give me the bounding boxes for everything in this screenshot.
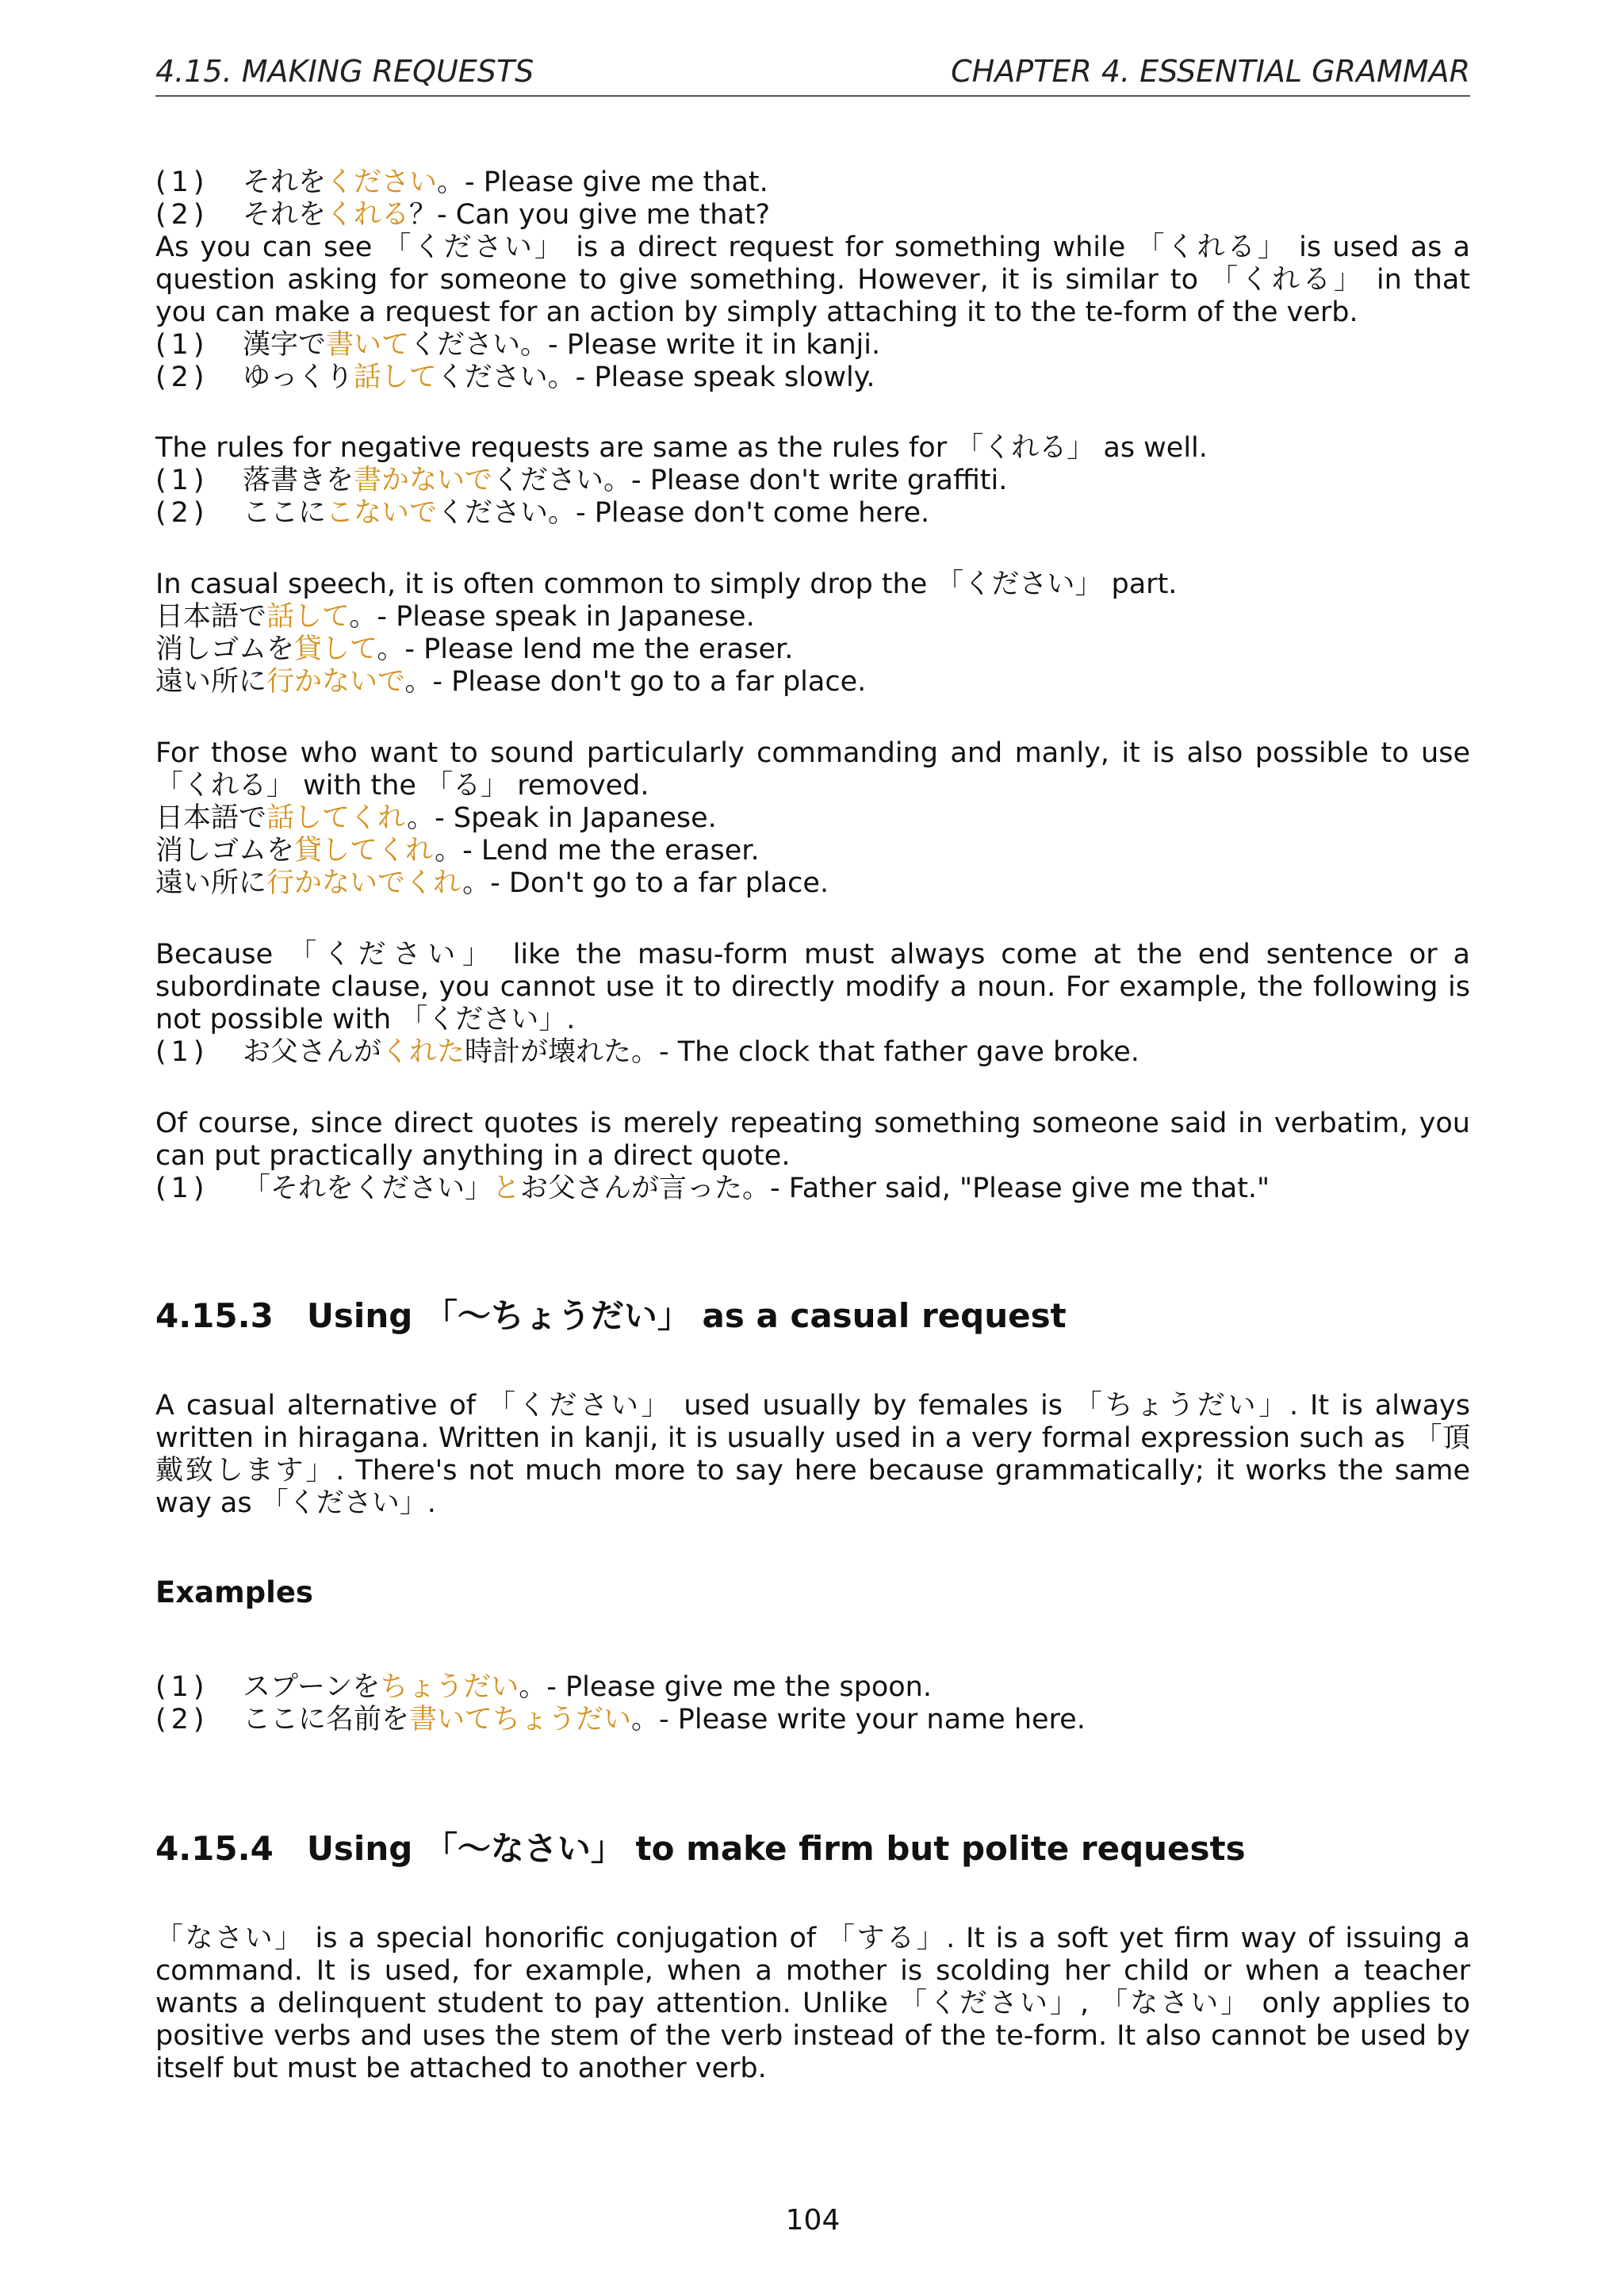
example-japanese: 遠い所に <box>155 867 267 899</box>
example-japanese: ここに <box>243 497 327 529</box>
example-line <box>155 666 1470 698</box>
example-japanese: スプーンを <box>243 1671 381 1703</box>
example-translation: 。- Please give me that. <box>437 166 768 198</box>
highlighted-grammar: くれる <box>326 199 410 231</box>
example-line <box>155 1704 1470 1736</box>
example-translation: 。- Please don't go to a far place. <box>404 666 867 698</box>
example-number: (2) <box>155 362 209 393</box>
example-japanese: 消しゴムを <box>155 835 295 867</box>
example-number: (2) <box>155 199 209 231</box>
example-japanese: 日本語で <box>155 802 267 834</box>
example-line <box>155 867 1470 900</box>
page-number: 104 <box>785 2204 841 2237</box>
body-paragraph: A casual alternative of 「ください」 used usually by females is 「ちょうだい」. It is always written in hiragana. Written in kanji, it is usually used in a very formal expression such as 「頂戴致します」. There's not much more to say here because grammatically; it works the same way as 「ください」. <box>155 1390 1471 1519</box>
example-translation: 時計が壊れた。- The clock that father gave broke. <box>465 1036 1139 1068</box>
highlighted-grammar: 貸して <box>294 633 377 665</box>
highlighted-grammar: こないで <box>326 497 438 529</box>
section-title: Using 「～ちょうだい」 as a casual request <box>306 1296 1067 1335</box>
highlighted-grammar: 書いてちょうだい <box>409 1704 632 1735</box>
section-heading <box>155 1823 1246 1870</box>
section-title: Using 「～なさい」 to make firm but polite requests <box>306 1829 1246 1868</box>
highlighted-grammar: 行かないでくれ <box>266 867 463 899</box>
example-line <box>155 465 1470 497</box>
example-translation: 。- Don't go to a far place. <box>462 867 829 899</box>
highlighted-grammar: 書いて <box>326 329 410 361</box>
example-japanese: 消しゴムを <box>155 633 295 665</box>
body-paragraph: Because 「ください」 like the masu-form must always come at the end sentence or a subordinate clause, you cannot use it to directly modify a noun. For example, the following is not possible with 「ください」. <box>155 939 1470 1035</box>
example-japanese: それを <box>243 166 327 198</box>
subsection-heading: Examples <box>155 1575 313 1609</box>
example-line <box>155 1671 1470 1704</box>
example-number: (2) <box>155 497 209 529</box>
example-line <box>155 199 1470 232</box>
example-line <box>155 1173 1470 1205</box>
section-heading <box>155 1290 1067 1337</box>
example-translation: ください。- Please don't write graffiti. <box>492 465 1008 496</box>
highlighted-grammar: くれた <box>381 1036 465 1068</box>
section-number: 4.15.3 <box>155 1296 274 1335</box>
example-number: (1) <box>155 1671 209 1703</box>
example-japanese: 「それをください」 <box>243 1173 493 1204</box>
body-paragraph: Of course, since direct quotes is merely repeating something someone said in verbatim, you can put practically anything in a direct quote. <box>155 1108 1470 1172</box>
highlighted-grammar: 書かないで <box>354 465 493 496</box>
example-line <box>155 633 1470 666</box>
example-japanese: 遠い所に <box>155 666 267 698</box>
highlighted-grammar: 話してくれ <box>266 802 408 834</box>
example-japanese: お父さんが <box>243 1036 382 1068</box>
running-header <box>155 54 1470 97</box>
highlighted-grammar: と <box>492 1173 521 1204</box>
example-japanese: 日本語で <box>155 601 267 633</box>
example-translation: 。- Speak in Japanese. <box>407 802 717 834</box>
highlighted-grammar: 話して <box>353 362 437 393</box>
example-translation: 。- Please lend me the eraser. <box>377 633 794 665</box>
example-japanese: ゆっくり <box>243 362 354 393</box>
example-number: (1) <box>155 1036 209 1068</box>
example-line <box>155 1036 1470 1069</box>
example-line <box>155 601 1470 633</box>
example-translation: ？- Can you give me that? <box>409 199 771 231</box>
example-number: (1) <box>155 465 209 496</box>
document-page <box>155 0 1470 2296</box>
example-japanese: 漢字で <box>243 329 327 361</box>
highlighted-grammar: ください <box>326 166 438 198</box>
body-paragraph: For those who want to sound particularly commanding and manly, it is also possible to use 「くれる」 with the 「る」 removed. <box>155 737 1470 802</box>
example-number: (1) <box>155 329 209 361</box>
example-line <box>155 362 1470 394</box>
example-number: (1) <box>155 1173 209 1204</box>
example-japanese: 落書きを <box>243 465 354 496</box>
highlighted-grammar: 貸してくれ <box>294 835 435 867</box>
example-translation: 。- Please write your name here. <box>631 1704 1086 1735</box>
highlighted-grammar: 行かないで <box>266 666 405 698</box>
body-paragraph: In casual speech, it is often common to simply drop the 「ください」 part. <box>155 568 1178 600</box>
body-paragraph: 「なさい」 is a special honorific conjugation of 「する」. It is a soft yet firm way of issuing a command. It is used, for example, when a mother is scolding her child or when a teacher wants a delinquent student to pay attention. Unlike 「ください」, 「なさい」 only applies to positive verbs and uses the stem of the verb instead of the te-form. It also cannot be used by itself but must be attached to another verb. <box>155 1923 1470 2084</box>
highlighted-grammar: ちょうだい <box>380 1671 519 1703</box>
example-translation: ください。- Please write it in kanji. <box>409 329 881 361</box>
example-number: (1) <box>155 166 209 198</box>
section-number: 4.15.4 <box>155 1829 274 1868</box>
highlighted-grammar: 話して <box>266 601 350 633</box>
example-line <box>155 802 1470 835</box>
example-japanese: それを <box>243 199 327 231</box>
example-translation: 。- Lend me the eraser. <box>435 835 760 867</box>
body-paragraph: As you can see 「ください」 is a direct request for something while 「くれる」 is used as a question asking for someone to give something. However, it is similar to 「くれる」 in that you can make a request for an action by simply attaching it to the te-form of the verb. <box>155 232 1470 328</box>
header-chapter-title: CHAPTER 4. ESSENTIAL GRAMMAR <box>951 54 1470 89</box>
header-section-title: 4.15. MAKING REQUESTS <box>155 54 534 89</box>
example-line <box>155 497 1470 530</box>
example-translation: 。- Please give me the spoon. <box>519 1671 932 1703</box>
example-translation: ください。- Please speak slowly. <box>436 362 875 393</box>
example-translation: ください。- Please don't come here. <box>437 497 930 529</box>
example-japanese: ここに名前を <box>243 1704 410 1735</box>
example-translation: お父さんが言った。- Father said, "Please give me that." <box>520 1173 1270 1204</box>
example-number: (2) <box>155 1704 209 1735</box>
body-paragraph: The rules for negative requests are same as the rules for 「くれる」 as well. <box>155 432 1208 464</box>
example-line <box>155 835 1470 867</box>
example-translation: 。- Please speak in Japanese. <box>349 601 755 633</box>
example-line <box>155 166 1470 199</box>
example-line <box>155 329 1470 362</box>
